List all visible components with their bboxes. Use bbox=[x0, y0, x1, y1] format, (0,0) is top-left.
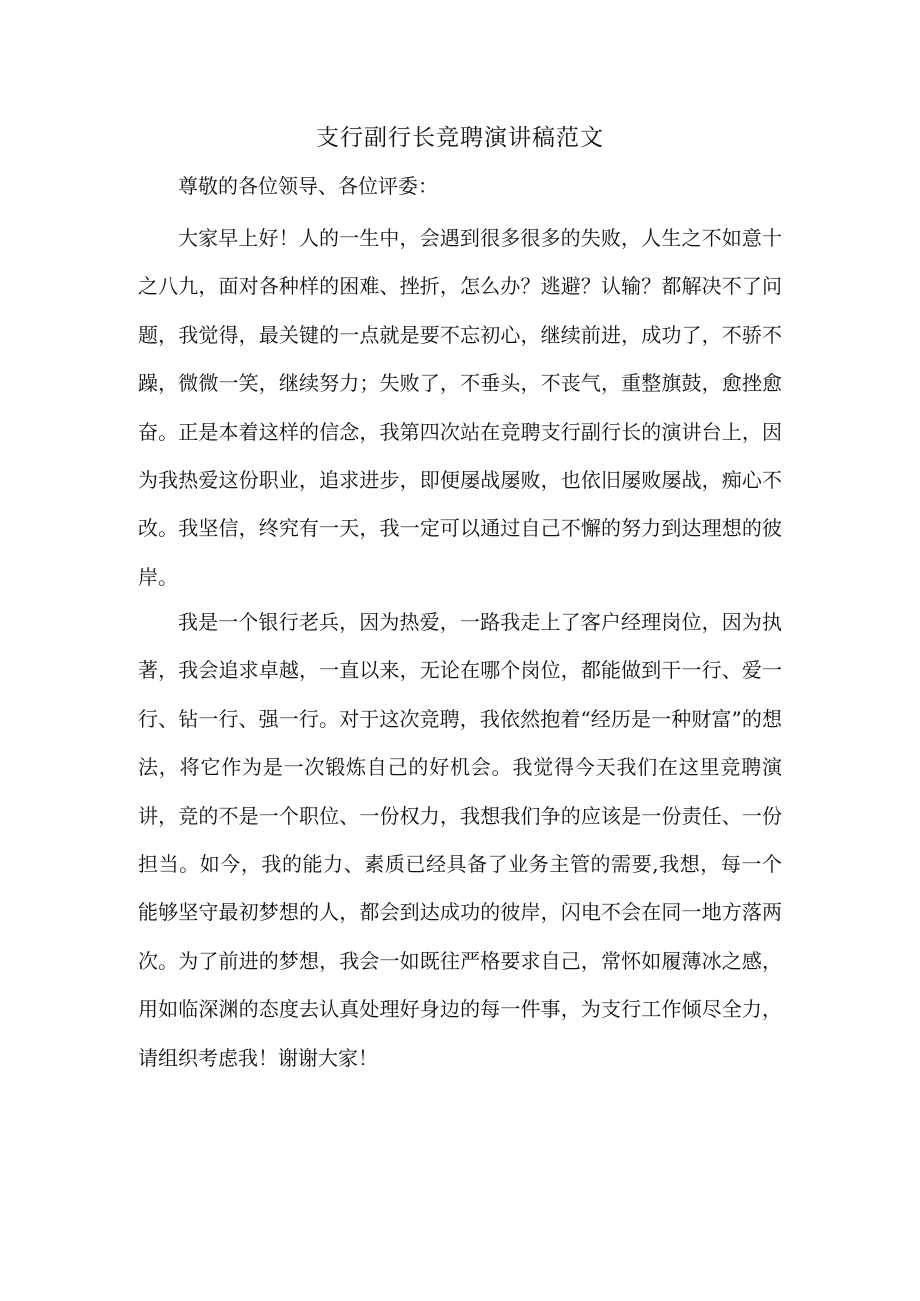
paragraph-1: 大家早上好！人的一生中，会遇到很多很多的失败，人生之不如意十之八九，面对各种样的困难、挫折，怎么办？逃避？认输？都解决不了问题，我觉得，最关键的一点就是要不忘初心，继续前进，成功了，不骄不躁，微微一笑，继续努力；失败了，不垂头，不丧气，重整旗鼓，愈挫愈奋。正是本着这样的信念，我第四次站在竞聘支行副行长的演讲台上，因为我热爱这份职业，追求进步，即便屡战屡败，也依旧屡败屡战，痴心不改。我坚信，终究有一天，我一定可以通过自己不懈的努力到达理想的彼岸。 bbox=[138, 226, 782, 589]
salutation: 尊敬的各位领导、各位评委： bbox=[178, 174, 438, 198]
document-title: 支行副行长竞聘演讲稿范文 bbox=[316, 125, 604, 151]
paragraph-2: 我是一个银行老兵，因为热爱，一路我走上了客户经理岗位，因为执著，我会追求卓越，一直以来，无论在哪个岗位，都能做到干一行、爱一行、钻一行、强一行。对于这次竞聘，我依然抱着“经历是一种财富”的想法，将它作为是一次锻炼自己的好机会。我觉得今天我们在这里竞聘演讲，竞的不是一个职位、一份权力，我想我们争的应该是一份责任、一份担当。如今，我的能力、素质已经具备了业务主管的需要,我想，每一个能够坚守最初梦想的人，都会到达成功的彼岸，闪电不会在同一地方落两次。为了前进的梦想，我会一如既往严格要求自己，常怀如履薄冰之感，用如临深渊的态度去认真处理好身边的每一件事，为支行工作倾尽全力，请组织考虑我！谢谢大家！ bbox=[138, 610, 782, 1070]
